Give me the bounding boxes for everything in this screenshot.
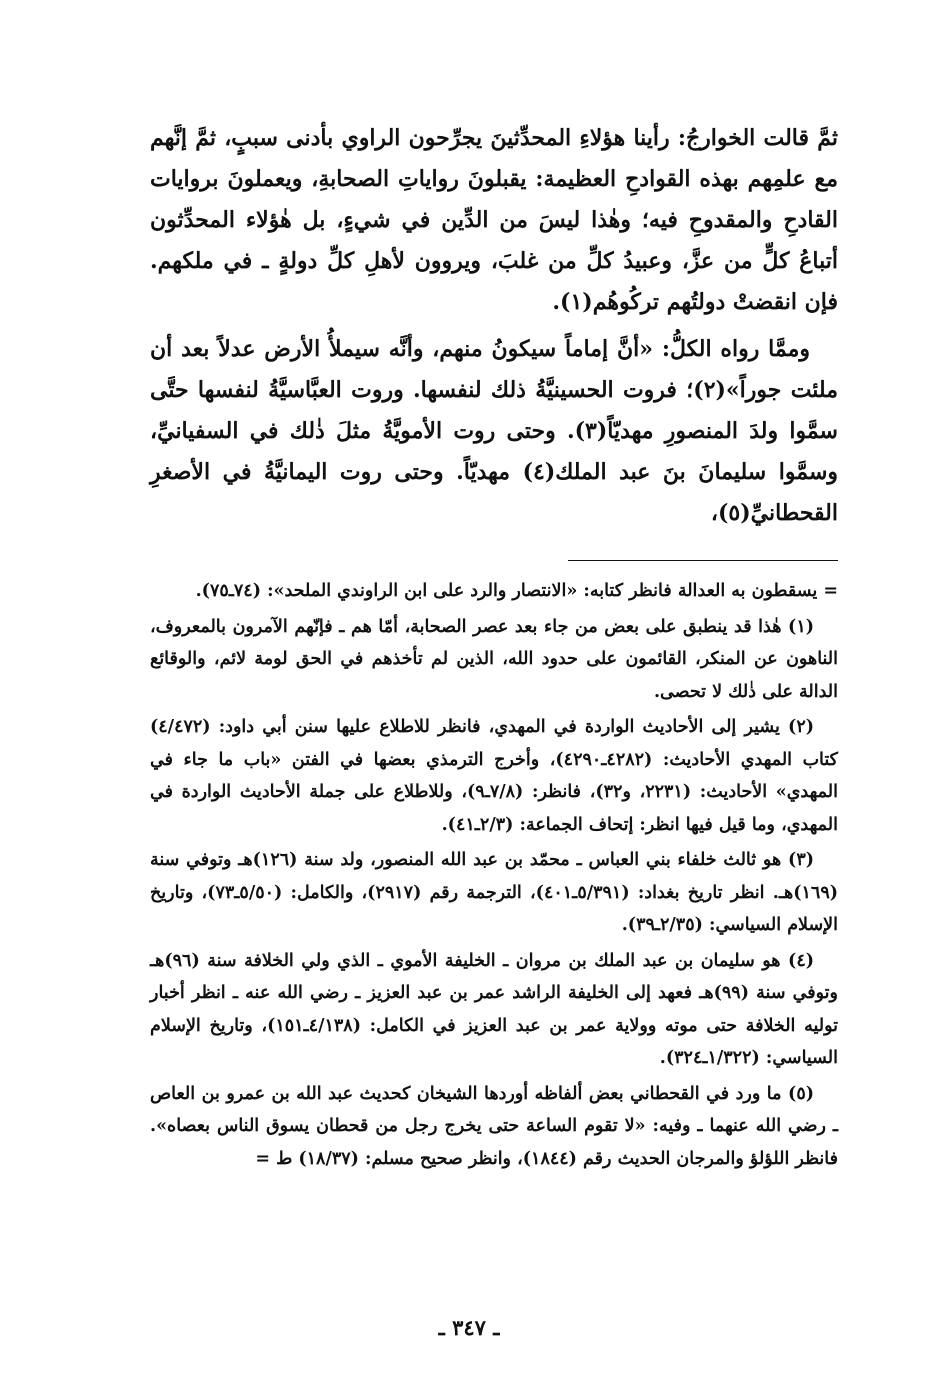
main-paragraph-2: وممَّا رواه الكلُّ: «أنَّ إماماً سيكونُ منهم، وأنَّه سيملأُ الأرض عدلاً بعد أن ملئت جوراً»(٢)؛ فروت الحسينيَّةُ ذلك لنفسها. وروت العبَّاسيَّةُ لنفسها حتَّى سمَّوا ولدَ المنصورِ مهديّاً(٣). وحتى روت الأمويَّةُ مثلَ ذٰلك في السفيانيِّ، وسمَّوا سليمانَ بنَ عبد الملك(٤) مهديّاً. وحتى روت اليمانيَّةُ في الأصغرِ القحطانيِّ(٥)،: [150, 336, 839, 526]
footnote-separator: [568, 560, 838, 561]
footnote-1: (١) هٰذا قد ينطبق على بعض من جاء بعد عصر الصحابة، أمّا هم ـ فإنّهم الآمرون بالمعروف، الناهون عن المنكر، القائمون على حدود الله، الذين لم تأخذهم في الحق لومة لائم، والوقائع الدالة على ذٰلك لا تحصى.: [150, 616, 838, 702]
main-paragraph-1: ثمَّ قالت الخوارجُ: رأينا هؤلاءِ المحدِّثينَ يجرِّحون الراوي بأدنى سببٍ، ثمَّ إنَّهم مع علمِهم بهذه القوادحِ العظيمة: يقبلونَ رواياتِ الصحابةِ، ويعملونَ بروايات القادحِ والمقدوحِ فيه؛ وهٰذا ليسَ من الدِّين في شيءٍ، بل هٰؤلاء المحدِّثون أتباعُ كلٍّ من عزَّ، وعبيدُ كلِّ من غلبَ، ويروون لأهلِ كلِّ دولةٍ ـ في ملكهم. فإن انقضتْ دولتُهم تركُوهُم(١).: [150, 125, 838, 315]
page-number: ـ ٣٤٧ ـ: [438, 1315, 500, 1340]
footnote-continuation: = يسقطون به العدالة فانظر كتابه: «الانتصار والرد على ابن الراوندي الملحد»: (٧٤ـ٧٥).: [195, 581, 838, 601]
footnote-3: (٣) هو ثالث خلفاء بني العباس ـ محمّد بن عبد الله المنصور، ولد سنة (١٢٦)هـ وتوفي سنة (١٦٩)هـ. انظر تاريخ بغداد: (٥/٣٩١ـ٤٠١)، الترجمة رقم (٢٩١٧)، والكامل: (٥/٥٠ـ٧٣)، وتاريخ الإسلام السياسي: (٢/٣٥ـ٣٩).: [150, 850, 839, 935]
footnote-4: (٤) هو سليمان بن عبد الملك بن مروان ـ الخليفة الأموي ـ الذي ولي الخلافة سنة (٩٦)هـ وتوفي سنة (٩٩)هـ فعهد إلى الخليفة الراشد عمر بن عبد العزيز ـ رضي الله عنه ـ انظر أخبار توليه الخلافة حتى موته وولاية عمر بن عبد العزيز في الكامل: (٤/١٣٨ـ١٥١)، وتاريخ الإسلام السياسي: (١/٣٢٢ـ٣٢٤).: [150, 950, 838, 1068]
main-text: [150, 118, 838, 534]
footnote-5: (٥) ما ورد في القحطاني بعض ألفاظه أوردها الشيخان كحديث عبد الله بن عمرو بن العاص ـ رضي الله عنهما ـ وفيه: «لا تقوم الساعة حتى يخرج رجل من قحطان يسوق الناس بعصاه». فانظر اللؤلؤ والمرجان الحديث رقم (١٨٤٤)، وانظر صحيح مسلم: (١٨/٣٧) ط =: [150, 1083, 838, 1169]
footnote-2: (٢) يشير إلى الأحاديث الواردة في المهدي، فانظر للاطلاع عليها سنن أبي داود: (٤/٤٧٢) كتاب المهدي الأحاديث: (٤٢٨٢ـ٤٢٩٠)، وأخرج الترمذي بعضها في الفتن «باب ما جاء في المهدي» الأحاديث: (٢٢٣١، و٣٢)، فانظر: (٧/٨ـ٩)، وللاطلاع على جملة الأحاديث الواردة في المهدي، وما قيل فيها انظر: إتحاف الجماعة: (٢/٣ـ٤١).: [150, 717, 838, 835]
book-page: [150, 118, 838, 1358]
footnotes: [150, 575, 838, 1175]
